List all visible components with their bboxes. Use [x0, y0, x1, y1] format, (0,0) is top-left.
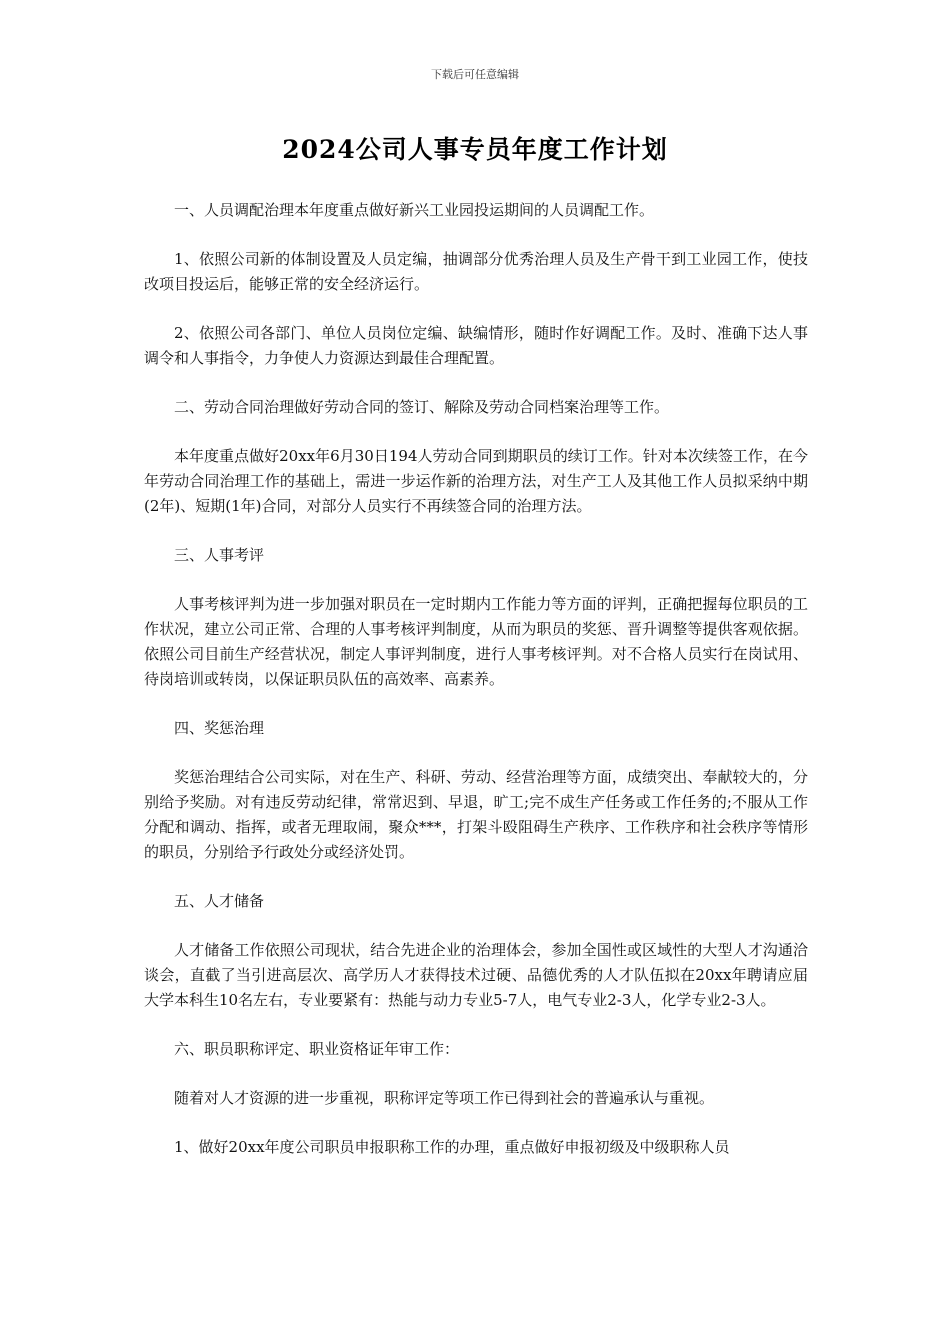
paragraph: 1、依照公司新的体制设置及人员定编，抽调部分优秀治理人员及生产骨干到工业园工作，使技改项目投运后，能够正常的安全经济运行。 — [144, 250, 808, 293]
paragraph: 本年度重点做好20xx年6月30日194人劳动合同到期职员的续订工作。针对本次续签工作，在今年劳动合同治理工作的基础上，需进一步运作新的治理方法，对生产工人及其他工作人员拟采纳中期(2年)、短期(1年)合同，对部分人员实行不再续签合同的治理方法。 — [144, 447, 808, 515]
paragraph: 1、做好20xx年度公司职员申报职称工作的办理，重点做好申报初级及中级职称人员 — [174, 1138, 730, 1156]
paragraph: 六、职员职称评定、职业资格证年审工作： — [174, 1040, 460, 1058]
header-note: 下载后可任意编辑 — [431, 68, 519, 81]
paragraph: 人才储备工作依照公司现状，结合先进企业的治理体会，参加全国性或区域性的大型人才沟通洽谈会，直截了当引进高层次、高学历人才获得技术过硬、品德优秀的人才队伍拟在20xx年聘请应届大学本科生10名左右，专业要紧有：热能与动力专业5-7人，电气专业2-3人，化学专业2-3人。 — [144, 941, 808, 1009]
paragraph: 奖惩治理结合公司实际，对在生产、科研、劳动、经营治理等方面，成绩突出、奉献较大的，分别给予奖励。对有违反劳动纪律，常常迟到、早退，旷工;完不成生产任务或工作任务的;不服从工作分配和调动、指挥，或者无理取闹，聚众***，打架斗殴阻碍生产秩序、工作秩序和社会秩序等情形的职员，分别给予行政处分或经济处罚。 — [144, 768, 808, 861]
document-title: 2024公司人事专员年度工作计划 — [282, 135, 668, 164]
paragraph: 人事考核评判为进一步加强对职员在一定时期内工作能力等方面的评判，正确把握每位职员的工作状况，建立公司正常、合理的人事考核评判制度，从而为职员的奖惩、晋升调整等提供客观依据。依照公司目前生产经营状况，制定人事评判制度，进行人事考核评判。对不合格人员实行在岗试用、待岗培训或转岗，以保证职员队伍的高效率、高素养。 — [144, 595, 808, 688]
paragraph: 随着对人才资源的进一步重视，职称评定等项工作已得到社会的普遍承认与重视。 — [174, 1089, 715, 1107]
paragraph: 二、劳动合同治理做好劳动合同的签订、解除及劳动合同档案治理等工作。 — [174, 398, 670, 416]
paragraph: 四、奖惩治理 — [174, 719, 265, 737]
document-body — [144, 198, 808, 1184]
paragraph: 2、依照公司各部门、单位人员岗位定编、缺编情形，随时作好调配工作。及时、准确下达人事调令和人事指令，力争使人力资源达到最佳合理配置。 — [144, 324, 808, 367]
paragraph: 一、人员调配治理本年度重点做好新兴工业园投运期间的人员调配工作。 — [174, 201, 655, 219]
paragraph: 五、人才储备 — [174, 892, 265, 910]
paragraph: 三、人事考评 — [174, 546, 265, 564]
